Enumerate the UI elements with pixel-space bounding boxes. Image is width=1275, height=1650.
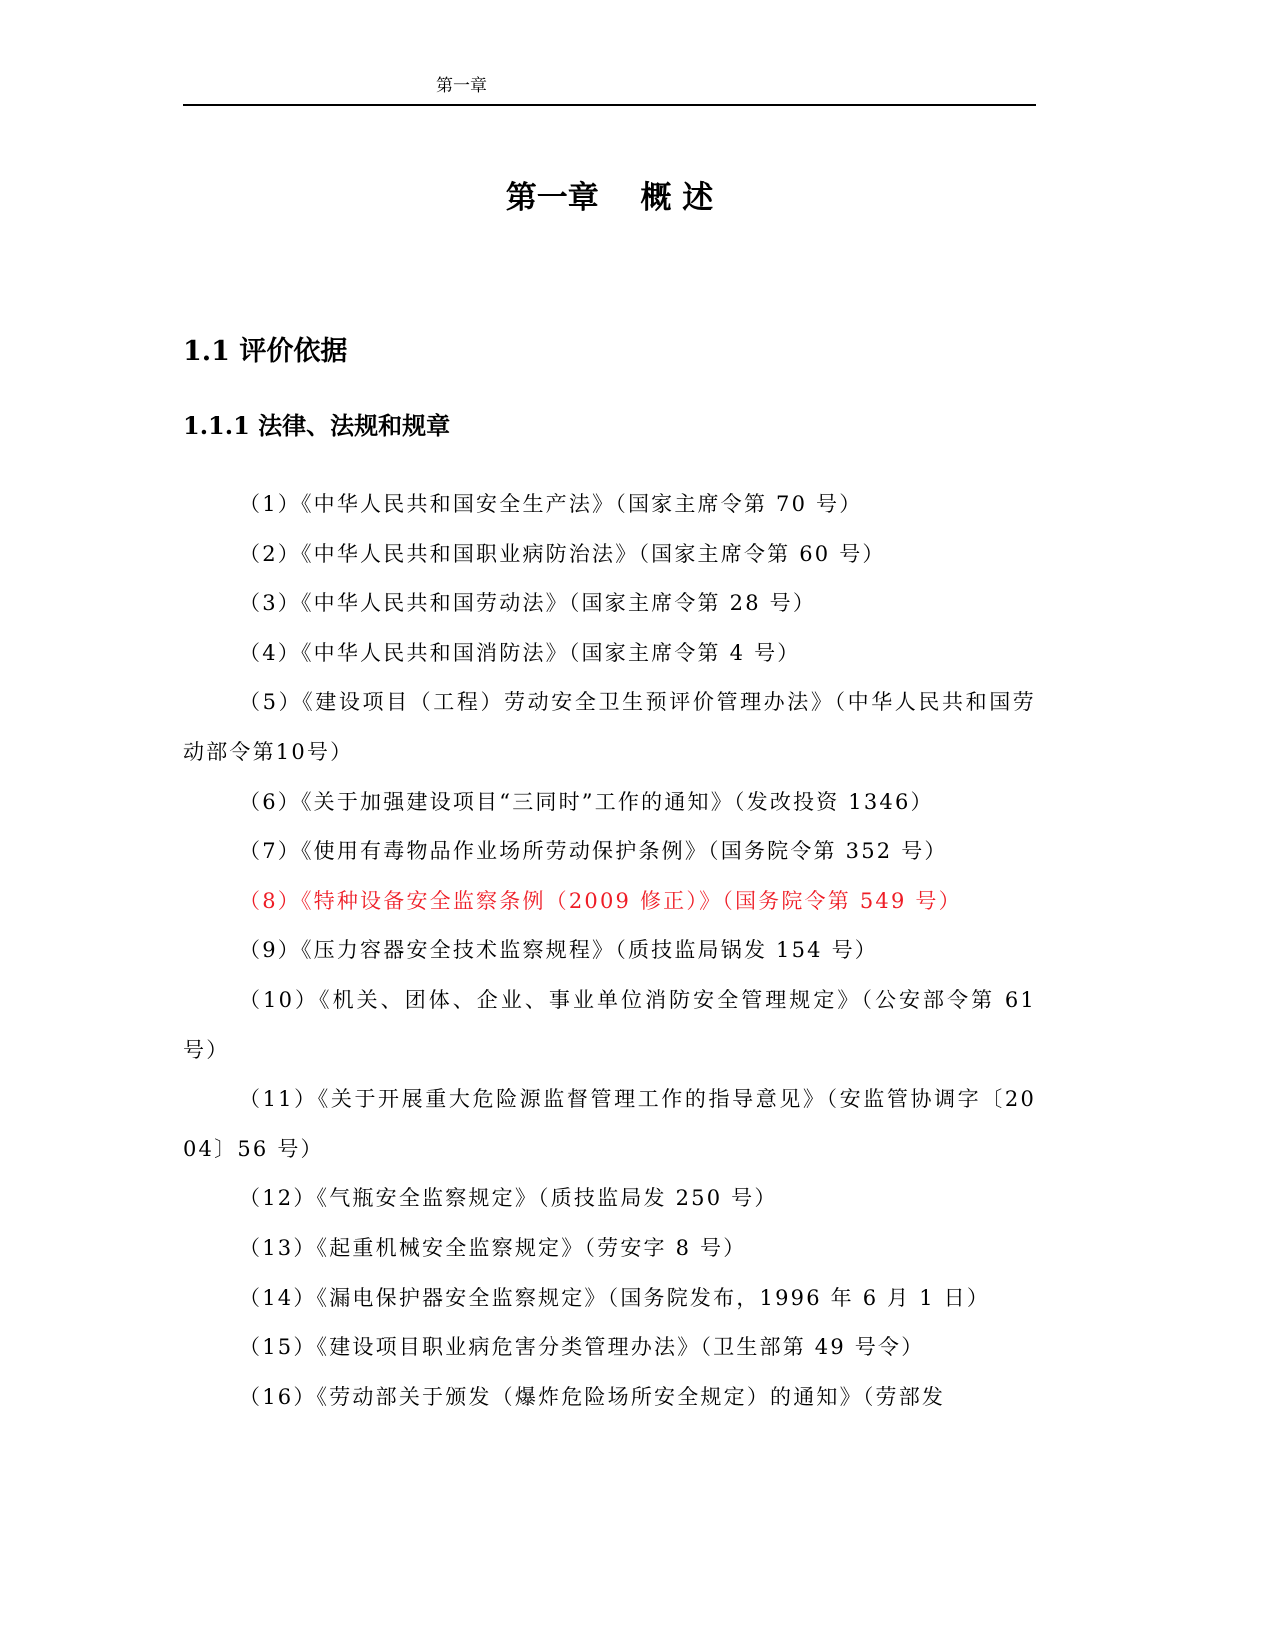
chapter-title: 第一章 概 述 [505,180,714,216]
regulation-item: （11）《关于开展重大危险源监督管理工作的指导意见》（安监管协调字〔2004〕56 号） [183,1087,1036,1161]
regulation-item: （16）《劳动部关于颁发（爆炸危险场所安全规定）的通知》（劳部发 [239,1384,946,1409]
section-heading: 1.1 评价依据 [183,336,348,367]
regulation-list [183,480,1036,1422]
regulation-item-highlighted: （8）《特种设备安全监察条例（2009 修正）》（国务院令第 549 号） [239,888,962,913]
regulation-item: （2）《中华人民共和国职业病防治法》（国家主席令第 60 号） [239,541,886,566]
subsection-heading: 1.1.1 法律、法规和规章 [183,411,451,440]
regulation-item: （6）《关于加强建设项目“三同时”工作的通知》（发改投资 1346） [239,789,934,814]
header-rule [183,104,1036,106]
regulation-item: （1）《中华人民共和国安全生产法》（国家主席令第 70 号） [239,492,863,516]
regulation-item: （5）《建设项目（工程）劳动安全卫生预评价管理办法》（中华人民共和国劳动部令第10号） [183,690,1036,764]
regulation-item: （3）《中华人民共和国劳动法》（国家主席令第 28 号） [239,591,817,616]
regulation-item: （4）《中华人民共和国消防法》（国家主席令第 4 号） [239,640,801,665]
regulation-item: （13）《起重机械安全监察规定》（劳安字 8 号） [239,1235,747,1260]
regulation-item: （15）《建设项目职业病危害分类管理办法》（卫生部第 49 号令） [239,1335,925,1360]
running-header-title: 第一章 [436,76,487,96]
regulation-item: （12）《气瓶安全监察规定》（质技监局发 250 号） [239,1186,778,1211]
regulation-item: （14）《漏电保护器安全监察规定》（国务院发布，1996 年 6 月 1 日） [239,1285,991,1310]
regulation-item: （9）《压力容器安全技术监察规程》（质技监局锅发 154 号） [239,938,878,963]
regulation-item: （7）《使用有毒物品作业场所劳动保护条例》（国务院令第 352 号） [239,839,948,864]
regulation-item: （10）《机关、团体、企业、事业单位消防安全管理规定》（公安部令第 61 号） [183,987,1036,1062]
